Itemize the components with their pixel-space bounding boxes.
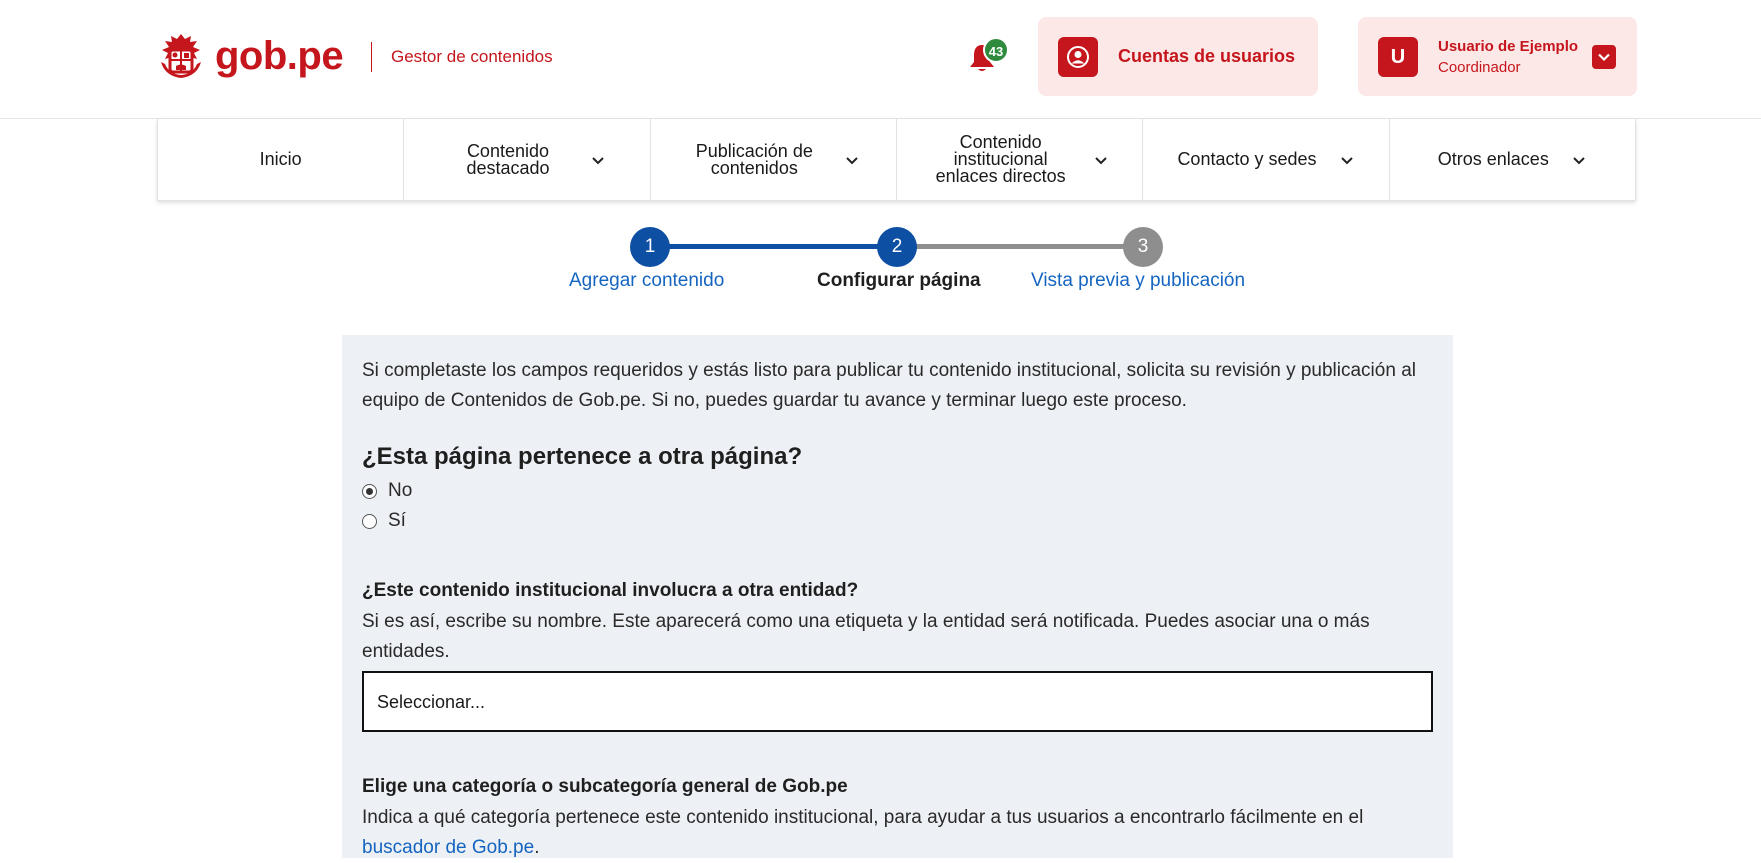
chevron-down-icon: [1339, 152, 1355, 168]
configuration-form-panel: [342, 335, 1453, 858]
step-2-circle: 2: [877, 227, 917, 267]
user-accounts-button[interactable]: [1038, 17, 1318, 96]
nav-item-label: Contenido institucional enlaces directos: [935, 132, 1066, 186]
logo-divider: [371, 42, 372, 72]
gobpe-search-link[interactable]: buscador de Gob.pe: [362, 837, 535, 858]
nav-item-inicio[interactable]: [158, 119, 404, 200]
radio-button-selected[interactable]: [362, 484, 377, 499]
parent-page-question: ¿Esta página pertenece a otra página?: [362, 443, 803, 470]
step-2-label: Configurar página: [817, 270, 981, 291]
category-help-before: Indica a qué categoría pertenece este contenido institucional, para ayudar a tus usuarios a encontrarlo fácilmente en el: [362, 807, 1364, 828]
radio-option-no[interactable]: [362, 480, 412, 502]
user-name: Usuario de Ejemplo: [1438, 38, 1579, 55]
nav-item-contacto-sedes[interactable]: [1143, 119, 1389, 200]
category-help-text: [362, 803, 1442, 863]
nav-item-contenido-institucional[interactable]: [897, 119, 1143, 200]
notifications-count-badge: 43: [983, 37, 1009, 63]
radio-dot: [366, 488, 373, 495]
entity-select[interactable]: [362, 671, 1433, 732]
top-header: [0, 0, 1761, 119]
chevron-down-icon: [1571, 152, 1587, 168]
chevron-down-icon[interactable]: [1592, 45, 1616, 69]
nav-item-label: Contacto y sedes: [1177, 149, 1317, 169]
step-3-circle[interactable]: 3: [1123, 227, 1163, 267]
radio-label: No: [388, 480, 413, 501]
nav-item-publicacion[interactable]: [651, 119, 897, 200]
user-accounts-label: Cuentas de usuarios: [1118, 46, 1296, 66]
entity-help-text: Si es así, escribe su nombre. Este aparecerá como una etiqueta y la entidad será notificada. Puedes asociar una o más entidades.: [362, 611, 1370, 662]
radio-button[interactable]: [362, 514, 377, 529]
radio-label: Sí: [388, 510, 406, 531]
nav-item-otros-enlaces[interactable]: [1390, 119, 1635, 200]
entity-select-placeholder: Seleccionar...: [377, 692, 486, 712]
logo-wordmark: gob.pe: [215, 33, 344, 78]
user-menu[interactable]: [1358, 17, 1637, 96]
nav-item-label: Otros enlaces: [1437, 149, 1549, 169]
step-connector-2-3: [897, 244, 1143, 249]
user-role: Coordinador: [1438, 59, 1521, 76]
coat-of-arms-icon: [155, 30, 207, 82]
step-3-label[interactable]: Vista previa y publicación: [1031, 270, 1246, 291]
user-circle-icon: [1058, 37, 1098, 77]
main-nav: [157, 119, 1636, 201]
step-connector-1-2: [650, 244, 897, 249]
gobpe-logo[interactable]: [155, 30, 343, 82]
nav-item-label: Inicio: [259, 149, 302, 169]
nav-item-label: Publicación de contenidos: [695, 140, 813, 178]
radio-option-si[interactable]: [362, 510, 406, 532]
progress-stepper: [0, 225, 1761, 295]
step-1-circle[interactable]: 1: [630, 227, 670, 267]
step-1-label[interactable]: Agregar contenido: [569, 270, 725, 291]
nav-item-label: Contenido destacado: [466, 140, 550, 178]
nav-item-contenido-destacado[interactable]: [404, 119, 650, 200]
entity-question: ¿Este contenido institucional involucra a otra entidad?: [362, 580, 859, 601]
chevron-down-icon: [844, 152, 860, 168]
app-name: Gestor de contenidos: [391, 47, 553, 66]
chevron-down-icon: [1093, 152, 1109, 168]
intro-text: Si completaste los campos requeridos y estás listo para publicar tu contenido institucional, solicita su revisión y publicación al equipo de Contenidos de Gob.pe. Si no, puedes guardar tu avance y terminar luego este proceso.: [362, 360, 1416, 411]
chevron-down-icon: [590, 152, 606, 168]
avatar: U: [1378, 37, 1418, 77]
category-help-after: .: [534, 837, 540, 858]
category-question: Elige una categoría o subcategoría general de Gob.pe: [362, 776, 848, 797]
